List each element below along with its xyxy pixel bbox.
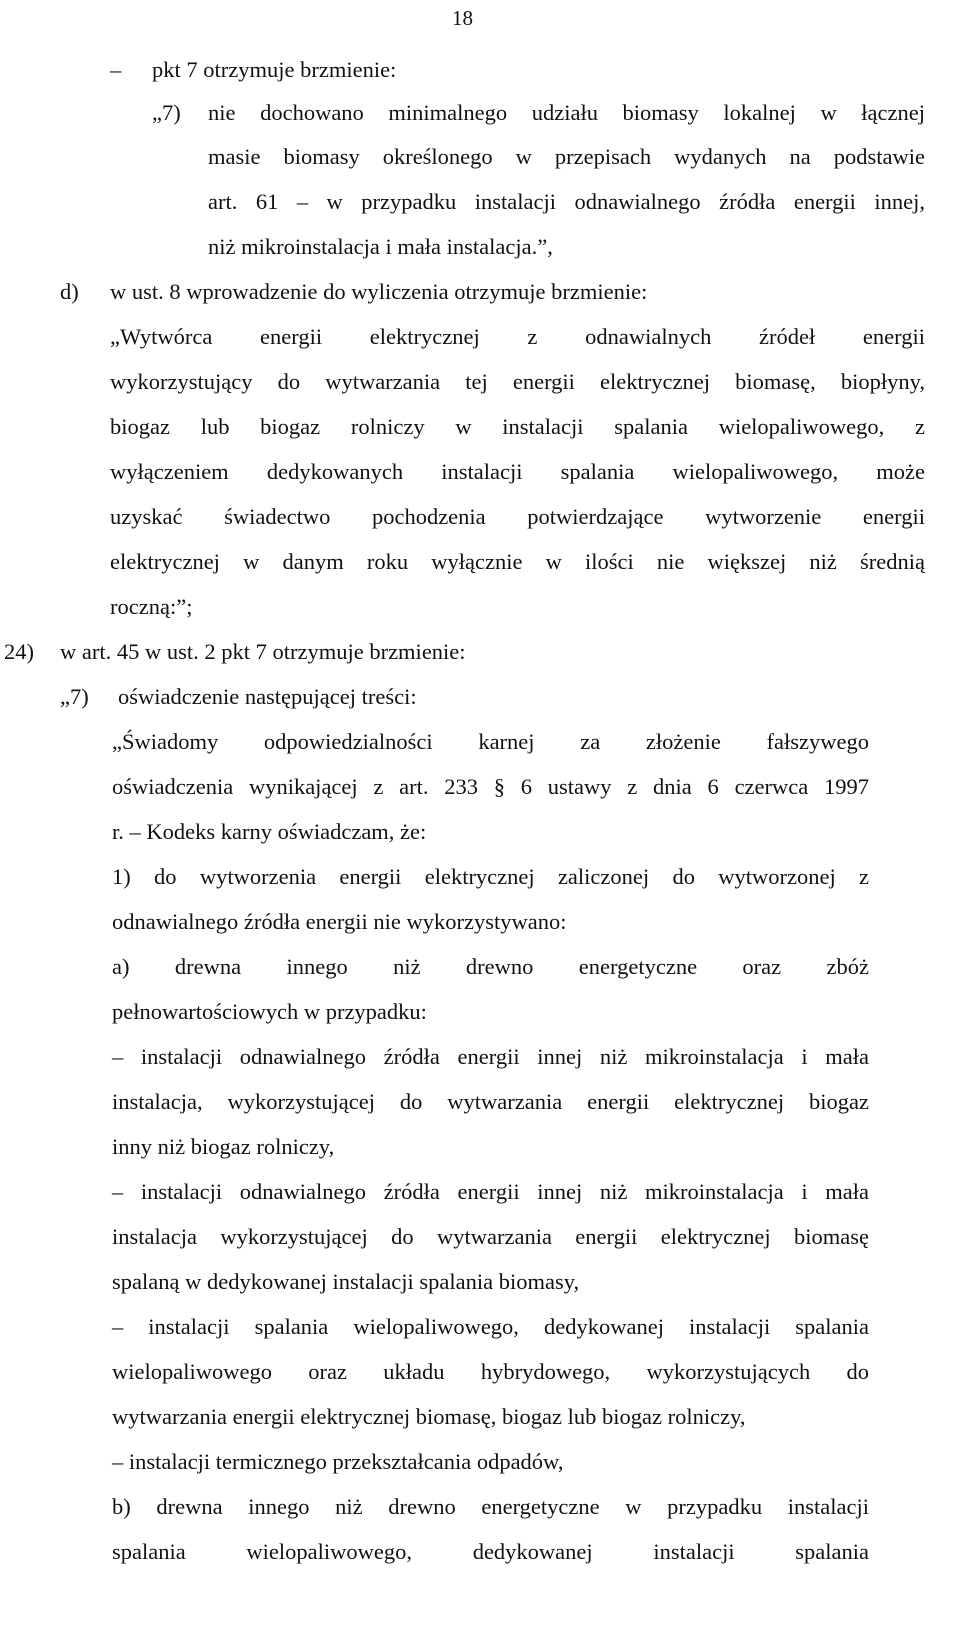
text-line: – instalacji termicznego przekształcania odpadów, bbox=[112, 1449, 564, 1474]
text-line: w art. 45 w ust. 2 pkt 7 otrzymuje brzmienie: bbox=[60, 639, 466, 664]
text-line: – instalacji odnawialnego źródła energii innej niż mikroinstalacja i mała bbox=[112, 1179, 869, 1204]
text-line: oświadczenia wynikającej z art. 233 § 6 ustawy z dnia 6 czerwca 1997 bbox=[112, 774, 869, 799]
text-line: elektrycznej w danym roku wyłącznie w ilości nie większej niż średnią bbox=[110, 549, 925, 574]
text-line: – instalacji odnawialnego źródła energii innej niż mikroinstalacja i mała bbox=[112, 1044, 869, 1069]
text-line: r. – Kodeks karny oświadczam, że: bbox=[112, 819, 427, 844]
text-line: w ust. 8 wprowadzenie do wyliczenia otrzymuje brzmienie: bbox=[110, 279, 648, 304]
quote-7-marker: „7) bbox=[60, 684, 89, 709]
text-line: nie dochowano minimalnego udziału biomasy lokalnej w łącznej bbox=[208, 100, 925, 125]
text-line: „Świadomy odpowiedzialności karnej za złożenie fałszywego bbox=[112, 729, 869, 754]
text-line: spalaną w dedykowanej instalacji spalania biomasy, bbox=[112, 1269, 580, 1294]
text-line: uzyskać świadectwo pochodzenia potwierdzające wytworzenie energii bbox=[110, 504, 925, 529]
text-line: a) drewna innego niż drewno energetyczne oraz zbóż bbox=[112, 954, 869, 979]
text-line: spalania wielopaliwowego, dedykowanej instalacji spalania bbox=[112, 1539, 869, 1564]
text-line: – instalacji spalania wielopaliwowego, dedykowanej instalacji spalania bbox=[112, 1314, 869, 1339]
text-line: oświadczenie następującej treści: bbox=[118, 684, 417, 709]
quote-7-marker: „7) bbox=[152, 100, 181, 125]
text-line: masie biomasy określonego w przepisach wydanych na podstawie bbox=[208, 144, 925, 169]
text-line: inny niż biogaz rolniczy, bbox=[112, 1134, 335, 1159]
item-24-marker: 24) bbox=[4, 639, 34, 664]
text-line: roczną:”; bbox=[110, 594, 193, 619]
item-d-marker: d) bbox=[60, 279, 79, 304]
text-line: „Wytwórca energii elektrycznej z odnawialnych źródeł energii bbox=[110, 324, 925, 349]
text-line: pełnowartościowych w przypadku: bbox=[112, 999, 427, 1024]
text-line: instalacja, wykorzystującej do wytwarzania energii elektrycznej biogaz bbox=[112, 1089, 869, 1114]
page-number: 18 bbox=[452, 6, 473, 30]
text-line: b) drewna innego niż drewno energetyczne w przypadku instalacji bbox=[112, 1494, 869, 1519]
item-dash-marker: – bbox=[110, 57, 122, 82]
item-pkt7-heading: pkt 7 otrzymuje brzmienie: bbox=[152, 57, 397, 82]
text-line: wykorzystujący do wytwarzania tej energii elektrycznej biomasę, biopłyny, bbox=[110, 369, 925, 394]
text-line: wytwarzania energii elektrycznej biomasę, biogaz lub biogaz rolniczy, bbox=[112, 1404, 746, 1429]
text-line: art. 61 – w przypadku instalacji odnawialnego źródła energii innej, bbox=[208, 189, 925, 214]
text-line: wielopaliwowego oraz układu hybrydowego, wykorzystujących do bbox=[112, 1359, 869, 1384]
text-line: odnawialnego źródła energii nie wykorzystywano: bbox=[112, 909, 567, 934]
text-line: wyłączeniem dedykowanych instalacji spalania wielopaliwowego, może bbox=[110, 459, 925, 484]
text-line: instalacja wykorzystującej do wytwarzania energii elektrycznej biomasę bbox=[112, 1224, 869, 1249]
text-line: 1) do wytworzenia energii elektrycznej zaliczonej do wytworzonej z bbox=[112, 864, 869, 889]
text-line: biogaz lub biogaz rolniczy w instalacji spalania wielopaliwowego, z bbox=[110, 414, 925, 439]
text-line: niż mikroinstalacja i mała instalacja.”, bbox=[208, 234, 553, 259]
